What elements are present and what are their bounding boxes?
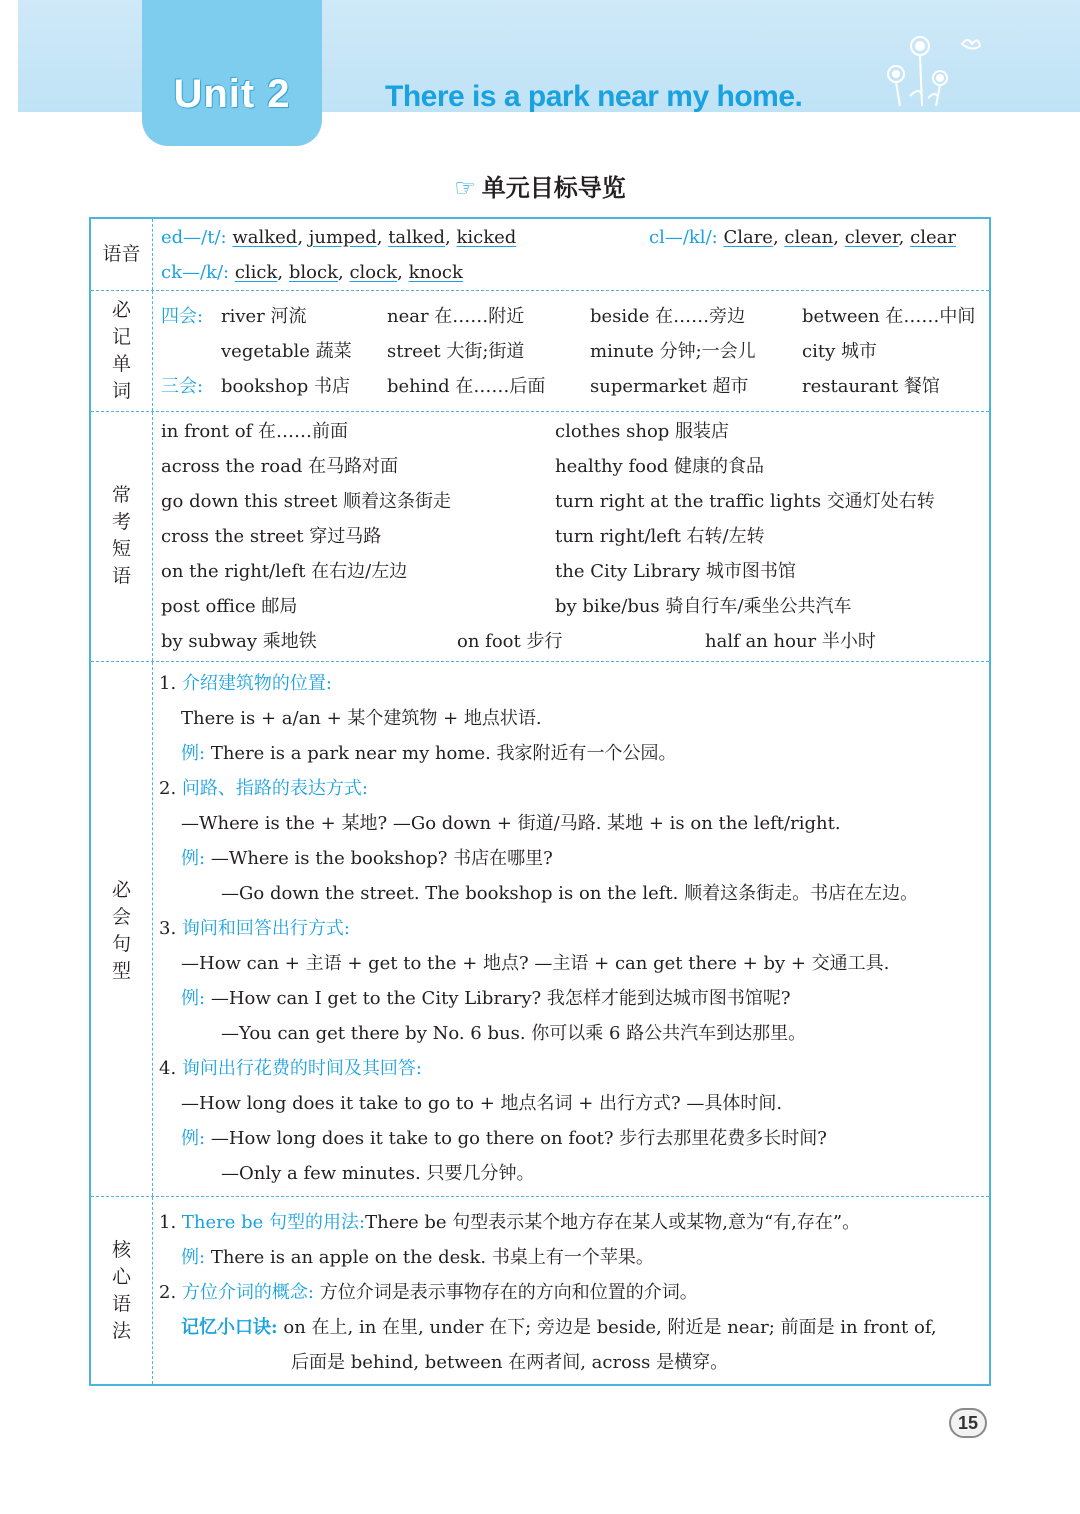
overview-table	[89, 217, 991, 1386]
sentence-example: 例: —How long does it take to go there on foot? 步行去那里花费多长时间?	[181, 1128, 827, 1149]
sentences-label: 必 会 句 型	[111, 879, 131, 982]
grammar-example: 例: There is an apple on the desk. 书桌上有一个苹果。	[181, 1247, 654, 1268]
vocab-row	[91, 290, 989, 411]
vocab-word: city 城市	[802, 341, 877, 362]
phrase-item: turn right/left 右转/左转	[555, 526, 765, 547]
vocab-word: restaurant 餐馆	[802, 376, 940, 397]
ck-rule-line: ck—/k/: click, block, clock, knock	[161, 262, 463, 283]
sentence-heading: 1. 介绍建筑物的位置:	[159, 673, 332, 694]
sentence-heading: 3. 询问和回答出行方式:	[159, 918, 350, 939]
phrase-item: turn right at the traffic lights 交通灯处右转	[555, 491, 935, 512]
sentence-pattern: —Where is the + 某地? —Go down + 街道/马路. 某地 + is on the left/right.	[181, 813, 841, 834]
page-number: 15	[949, 1408, 987, 1438]
phrase-item: by bike/bus 骑自行车/乘坐公共汽车	[555, 596, 852, 617]
vocab-word: beside 在……旁边	[590, 306, 746, 327]
phrases-label: 常 考 短 语	[111, 484, 131, 587]
vocab-word: behind 在……后面	[387, 376, 546, 397]
phrase-item: the City Library 城市图书馆	[555, 561, 796, 582]
vocab-word: near 在……附近	[387, 306, 525, 327]
memo-line: 后面是 behind, between 在两者间, across 是横穿。	[291, 1352, 729, 1373]
pronunciation-row	[91, 219, 989, 290]
phrase-item: clothes shop 服装店	[555, 421, 730, 442]
sentence-pattern: —How long does it take to go to + 地点名词 + 出行方式? —具体时间.	[181, 1093, 783, 1114]
sentences-row	[91, 661, 989, 1196]
four-skill-label: 四会:	[161, 306, 204, 327]
sentence-example: —Only a few minutes. 只要几分钟。	[221, 1163, 535, 1184]
vocab-label: 必 记 单 词	[111, 299, 131, 402]
flower-decoration-icon	[870, 26, 1000, 110]
unit-label: Unit 2	[173, 72, 291, 116]
phrase-item: by subway 乘地铁	[161, 631, 317, 652]
vocab-word: river 河流	[221, 306, 307, 327]
sentence-heading: 4. 询问出行花费的时间及其回答:	[159, 1058, 422, 1079]
three-skill-label: 三会:	[161, 376, 204, 397]
grammar-row	[91, 1196, 989, 1384]
memo-line: 记忆小口诀: on 在上, in 在里, under 在下; 旁边是 beside, 附近是 near; 前面是 in front of,	[181, 1317, 937, 1338]
unit-title: There is a park near my home.	[385, 80, 803, 113]
sentence-example: 例: —Where is the bookshop? 书店在哪里?	[181, 848, 553, 869]
section-title: ☞ 单元目标导览	[454, 174, 626, 202]
ed-rule-line: ed—/t/: walked, jumped, talked, kicked	[161, 227, 517, 248]
phrase-item: on the right/left 在右边/左边	[161, 561, 408, 582]
phrase-item: post office 邮局	[161, 596, 298, 617]
phrase-item: cross the street 穿过马路	[161, 526, 382, 547]
vocab-word: bookshop 书店	[221, 376, 351, 397]
sentence-heading: 2. 问路、指路的表达方式:	[159, 778, 368, 799]
phrase-item: in front of 在……前面	[161, 421, 348, 442]
vocab-word: street 大街;街道	[387, 341, 525, 362]
sentence-pattern: There is + a/an + 某个建筑物 + 地点状语.	[181, 708, 542, 729]
vocab-word: minute 分钟;一会儿	[590, 341, 756, 362]
sentence-example: 例: There is a park near my home. 我家附近有一个公园。	[181, 743, 677, 764]
pointing-hand-icon: ☞	[454, 174, 476, 202]
cl-rule-line: cl—/kl/: Clare, clean, clever, clear	[649, 227, 956, 248]
phrase-item: across the road 在马路对面	[161, 456, 399, 477]
unit-tab	[142, 0, 322, 146]
sentence-example: 例: —How can I get to the City Library? 我怎样才能到达城市图书馆呢?	[181, 988, 791, 1009]
sentence-example: —Go down the street. The bookshop is on the left. 顺着这条街走。书店在左边。	[221, 883, 919, 904]
grammar-label: 核 心 语 法	[111, 1239, 131, 1342]
grammar-item: 2. 方位介词的概念: 方位介词是表示事物存在的方向和位置的介词。	[159, 1282, 698, 1303]
phrases-row	[91, 411, 989, 661]
grammar-item: 1. There be 句型的用法:There be 句型表示某个地方存在某人或某物,意为“有,存在”。	[159, 1212, 861, 1233]
vocab-word: between 在……中间	[802, 306, 976, 327]
phrase-item: half an hour 半小时	[705, 631, 876, 652]
sentence-example: —You can get there by No. 6 bus. 你可以乘 6 路公共汽车到达那里。	[221, 1023, 807, 1044]
phrase-item: on foot 步行	[457, 631, 563, 652]
sentence-pattern: —How can + 主语 + get to the + 地点? —主语 + can get there + by + 交通工具.	[181, 953, 890, 974]
vocab-word: supermarket 超市	[590, 376, 749, 397]
phrase-item: healthy food 健康的食品	[555, 456, 765, 477]
pronunciation-label: 语音	[102, 243, 141, 265]
vocab-word: vegetable 蔬菜	[221, 341, 352, 362]
phrase-item: go down this street 顺着这条街走	[161, 491, 452, 512]
